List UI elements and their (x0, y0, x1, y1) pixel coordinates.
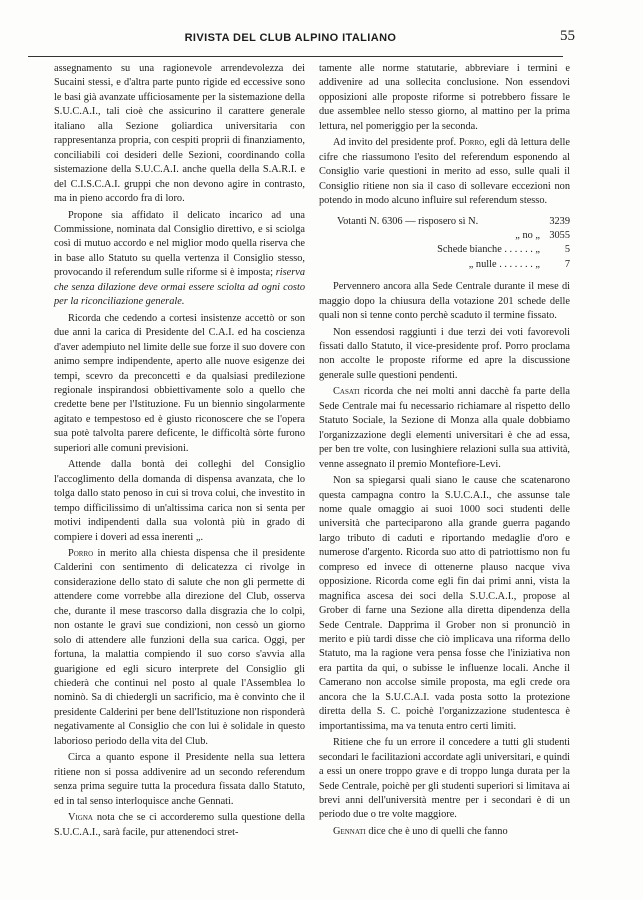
paragraph: assegnamento su una ragionevole arrendevolezza dei Sucaini stessi, e d'altra parte punto rigide ed eccessive sono le basi già avanzate ufficiosamente per la sistemazione della S.U.C.A.I., tali cioè che assicurino il carattere generale italiano alla Sezione goliardica universitaria con rappresentanza propria, con cespiti proprii di finanziamento, conciliabili coi desideri delle Sezioni, coordinando colla sistemazione della S.U.C.A.I. anche quella della S.A.R.I. e del C.I.S.C.A.I. gruppi che non devono agire in contrasto, ma in pieno accordo fra di loro. (54, 63, 305, 205)
paragraph-text: , egli dà lettura delle cifre che riassumono l'esito del referendum esponendo al Consiglio varie questioni in merito ad esso, sulle quali il Consiglio ritiene non sia il caso di sollevare eccezioni non potendo in modo alcuno influire sul referendum stesso. (319, 137, 570, 207)
paragraph-text: nota che se ci accorderemo sulla questione della S.U.C.A.I., sarà facile, pur attenendoci stret- (54, 812, 305, 838)
vote-label: Votanti N. 6306 — risposero sì N. (337, 215, 479, 227)
paragraph: Circa a quanto espone il Presidente nella sua lettera ritiene non si possa addivenire ad un secondo referendum senza prima seguire tutta la procedura fissata dallo Statuto, ed in tal senso interloquisce anche Gennati. (54, 752, 305, 807)
vote-label: Schede bianche . . . . . . „ (437, 244, 540, 256)
running-title: RIVISTA DEL CLUB ALPINO ITALIANO (184, 32, 397, 44)
paragraph (319, 136, 570, 208)
paragraph (319, 825, 570, 839)
emphasized-text: riserva che senza dilazione deve ormai essere sciolta ad ogni costo per la riconciliazione generale. (54, 267, 305, 308)
vote-value: 7 (564, 258, 570, 270)
page-header (20, 28, 575, 52)
paragraph: Ricorda che cedendo a cortesi insistenze accettò or son due anni la carica di Presidente del C.A.I. ed ha coscienza d'aver adempiuto nel limite delle sue forze il suo dovere con animo sempre indipendente, aperto alle nuove esigenze dei tempi, scevro da preconcetti e da qualsiasi predilezione regionale inspirandosi obbiettivamente solo a quello che credette bene per l'Istituzione. Fu un biennio singolarmente agitato e tempestoso ed è giusto riconoscere che se l'opera sua potè talvolta parere deficente, le difficoltà sòrte furono superiori alle comuni previsioni. (54, 312, 305, 454)
paragraph: Non essendosi raggiunti i due terzi dei voti favorevoli fissati dallo Statuto, il vice-presidente prof. Porro proclama non accolte le proposte riforme ed apre la discussione generale sulle questioni pendenti. (319, 326, 570, 381)
vote-results-table (319, 215, 570, 273)
vote-value: 5 (564, 244, 570, 256)
paragraph-text: Ad invito del presidente prof. (333, 137, 459, 149)
speaker-name: Vigna (68, 812, 93, 824)
paragraph-text: dice che è uno di quelli che fanno (365, 825, 508, 837)
header-rule (28, 56, 563, 57)
paragraph: Ritiene che fu un errore il concedere a tutti gli studenti secondari le facilitazioni accordate agli universitari, e quindi a essi un onere troppo grave e di troppo lunga durata per la Sede Centrale, poichè per gli studenti superiori si limitava ai brevi anni dell'università mentre per i secondari è di un periodo due o tre volte maggiore. (319, 737, 570, 821)
vote-row (319, 229, 570, 243)
paragraph (54, 209, 305, 310)
vote-value: 3055 (549, 229, 570, 241)
paragraph-text: Propone sia affidato il delicato incarico ad una Commissione, nominata dal Consiglio direttivo, e si sciolga così di mutuo accordo e nel miglior modo quella riserva che in base allo Statuto su quella vertenza il Consiglio stesso, provocando il referendum sulle riforme si è imposta; (54, 209, 305, 279)
vote-row (319, 258, 570, 272)
paragraph (54, 547, 305, 749)
speaker-name: Gennati (333, 825, 366, 837)
vote-label: „ no „ (515, 229, 540, 241)
vote-value: 3239 (549, 215, 570, 227)
speaker-name: Casati (333, 386, 360, 398)
speaker-name: Porro (459, 137, 485, 149)
vote-row (319, 215, 570, 229)
paragraph (54, 811, 305, 840)
vote-row (319, 243, 570, 257)
paragraph-text: in merito alla chiesta dispensa che il presidente Calderini con sentimento di delicatezza ci rivolge in considerazione dello stato di salute che non gli permette di attendere come vorrebbe alla direzione del Club, osserva che, durante il mese trascorso dalla disgrazia che lo colpì, non ostante le gravi sue condizioni, non cessò un giorno solo di attendere alle funzioni della sua carica. Oggi, per fortuna, la malattia compiendo il suo corso s'avvia alla guarigione ed egli sicuro interprete del Consiglio gli chiederà che continui nel posto al quale l'Assemblea lo nominò. Sa di chiedergli un sacrificio, ma è convinto che il presidente Calderini per bene dell'Istituzione non risponderà negativamente al Consiglio che con lui è solidale in questo laborioso periodo della vita del Club. (54, 547, 305, 747)
paragraph: Pervennero ancora alla Sede Centrale durante il mese di maggio dopo la chiusura della votazione 201 schede delle quali non si tenne conto perchè scaduto il termine fissato. (319, 281, 570, 322)
paragraph-text: ricorda che nei molti anni dacchè fa parte della Sede Centrale mai fu necessario richiamare al rispetto dello Statuto Sociale, la Sezione di Monza alla quale dobbiamo l'organizzazione degli elementi universitari è che ad essa, per ben tre volte, con lusinghiere relazioni sulla sua attività, venne assegnato il premio Montefiore-Levi. (319, 386, 570, 470)
paragraph: tamente alle norme statutarie, abbreviare i termini e addivenire ad una sollecita conclusione. Non essendovi opposizioni alle proposte riforme si potrebbero fissare le due assemblee nello stesso giorno, al mattino per la prima lettura, nel pomeriggio per la seconda. (319, 63, 570, 132)
left-column (54, 62, 305, 840)
speaker-name: Porro (68, 547, 94, 559)
page-number: 55 (560, 28, 575, 44)
paragraph: Attende dalla bontà dei colleghi del Consiglio l'accoglimento della domanda di dispensa avanzata, che lo tolga dallo stato penoso in cui si trova colui, che investito in tempo difficilissimo di un'altissima carica non si senta per motivi indipendenti dalla sua volontà più in grado di compiere i doveri ad essa inerenti „. (54, 459, 305, 543)
paragraph: Non sa spiegarsi quali siano le cause che scatenarono questa campagna contro la S.U.C.A.I., che assunse tale nome quale omaggio ai suoi 1000 soci studenti delle università che parteciparono alla grande guerra pagando largo tributo di caduti e riportando medaglie d'oro e numerose d'argento. Ricorda suo atto di patriottismo non fu compreso ed invece di ottenerne plauso nacque viva opposizione. Ricorda come egli fin dai primi anni, vista la magnifica ascesa dei soci della S.U.C.A.I., propose al Grober di farne una Sezione alla diretta dipendenza della Sede Centrale. Dapprima il Grober non si pronunciò in merito e più tardi disse che ciò implicava una riforma dello Statuto, ma la ragione vera pensa fosse che l'iniziativa non era partita da qui, o subisse le influenze locali. Anche il Camerano non accolse simile proposta, ma egli crede ora ancora che la S.U.C.A.I. vada posta sotto la protezione diretta della S. C. poichè l'organizzazione studentesca è importantissima, ma va tenuta entro certi limiti. (319, 475, 570, 732)
right-column (319, 62, 570, 839)
paragraph (319, 385, 570, 472)
vote-label: „ nulle . . . . . . . „ (468, 258, 540, 270)
